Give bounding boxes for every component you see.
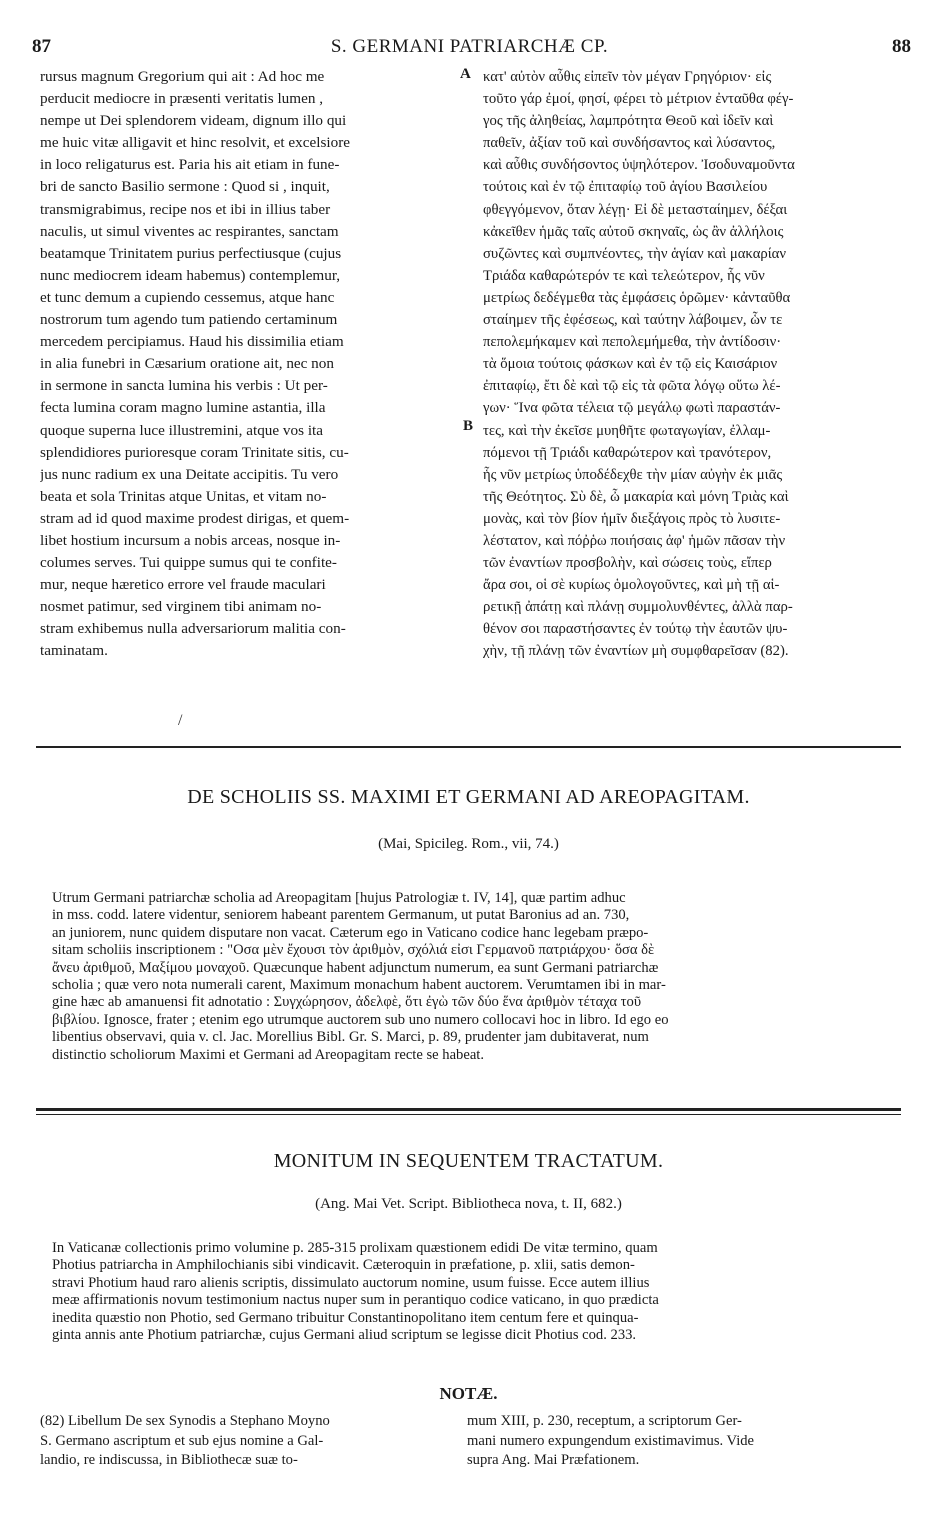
note-text-line: (82) Libellum De sex Synodis a Stephano Moyno xyxy=(40,1413,330,1429)
latin-text-line: beatamque Trinitatem purius perfectiusque (cujus xyxy=(40,244,342,262)
running-title: S. GERMANI PATRIARCHÆ CP. xyxy=(330,36,609,57)
section-body-monitum xyxy=(52,1240,888,1344)
greek-text-line: ἐπιταφίῳ, ἔτι δὲ καὶ τῷ εἰς τὰ φῶτα λόγῳ οὕτω λέ- xyxy=(483,378,781,395)
scholiis-text-line: sitam scholiis inscriptionem : "Οσα μὲν ἔχουσι τὸν ἀριθμὸν, σχόλιά εἰσι Γερμανοῦ πατριάρχου· ὅσα δὲ xyxy=(52,942,655,959)
note-text-line: S. Germano ascriptum et sub ejus nomine a Gal- xyxy=(40,1432,324,1449)
note-text-line: landio, re indiscussa, in Bibliothecæ suæ to- xyxy=(40,1452,298,1468)
greek-text-line: τῆς Θεότητος. Σὺ δὲ, ὦ μακαρία καὶ μόνη Τριὰς καὶ xyxy=(483,488,789,505)
latin-text-line: taminatam. xyxy=(40,642,108,660)
latin-text-line: mur, neque hæretico errore vel fraude maculari xyxy=(40,576,326,594)
section-divider xyxy=(36,746,901,748)
latin-text-line: jus nunc radium ex una Deitate accipitis. Tu vero xyxy=(40,465,339,483)
greek-text-line: παθεῖν, ἀξίαν τοῦ καὶ συνδήσαντος καὶ λύσαντος, xyxy=(483,135,776,152)
latin-text-line: stram ad id quod maxime prodest dirigas, et quem- xyxy=(40,509,350,527)
greek-text-line: ἧς νῦν μετρίως ὑποδέδεχθε τὴν μίαν αὐγὴν ἐκ μιᾶς xyxy=(483,466,783,483)
latin-text-line: quoque superna luce illustremini, atque vos ita xyxy=(40,421,324,439)
latin-text-line: nunc mediocrem ideam habemus) contemplemur, xyxy=(40,266,341,284)
latin-text-line: me huic vitæ alligavit et hinc resolvit, et excelsiore xyxy=(40,134,350,152)
greek-text-line: λέστατον, καὶ πόῤῥω ποιήσαις ἀφ' ἡμῶν πᾶσαν τὴν xyxy=(483,532,786,549)
scholiis-text-line: libentius observavi, quia v. cl. Jac. Morellius Bibl. Gr. S. Marci, p. 89, prudenter jam dubitaverat, num xyxy=(52,1029,649,1046)
latin-text-line: libet hostium incursum a nobis arceas, nosque in- xyxy=(40,531,341,549)
note-text-line: mum XIII, p. 230, receptum, a scriptorum Ger- xyxy=(467,1413,742,1429)
section-divider-double-top xyxy=(36,1108,901,1111)
latin-text-line: bri de sancto Basilio sermone : Quod si , inquit, xyxy=(40,178,330,196)
latin-text-line: et tunc demum a cupiendo cessemus, atque hanc xyxy=(40,288,335,306)
note-column-left xyxy=(40,1412,450,1471)
greek-text-line: ἄρα σοι, οἱ σὲ κυρίως ὁμολογοῦντες, καὶ μὴ τῇ αἱ- xyxy=(483,577,780,594)
note-text-line: supra Ang. Mai Præfationem. xyxy=(467,1452,640,1468)
scholiis-text-line: ἄνευ ἀριθμοῦ, Μαξίμου μοναχοῦ. Quæcunque habent adjunctum numerum, ea sunt Germani patriarchæ xyxy=(52,959,659,976)
monitum-text-line: meæ affirmationis novum testimonium nactus nuper sum in perantiquo codice vaticano, in quo prædicta xyxy=(52,1292,659,1309)
latin-text-line: nosmet patimur, sed virginem tibi animam no- xyxy=(40,598,322,616)
scholiis-text-line: distinctio scholiorum Maximi et Germani ad Areopagitam recte se habeat. xyxy=(52,1046,485,1063)
latin-text-line: nostrorum tum agendo tum patiendo certaminum xyxy=(40,311,338,329)
greek-column xyxy=(483,66,901,663)
section-divider-double-bottom xyxy=(36,1114,901,1115)
latin-text-line: splendidiores purioresque coram Trinitate sitis, cu- xyxy=(40,443,349,461)
latin-text-line: in alia funebri in Cæsarium oratione ait, nec non xyxy=(40,355,334,373)
greek-text-line: κατ' αὐτὸν αὖθις εἰπεῖν τὸν μέγαν Γρηγόριον· εἰς xyxy=(483,69,772,85)
page-number-right: 88 xyxy=(892,36,911,57)
greek-text-line: ρετικῇ ἀπάτῃ καὶ πλάνῃ συμμολυνθέντες, ἀλλὰ παρ- xyxy=(483,599,793,616)
stray-mark: / xyxy=(178,712,183,729)
latin-text-line: naculis, ut simul viventes ac respirantes, sanctam xyxy=(40,222,339,240)
source-citation-bibliotheca-nova: (Ang. Mai Vet. Script. Bibliotheca nova, t. II, 682.) xyxy=(315,1196,622,1212)
greek-text-line: θένον σοι παραστήσαντες ἐν τούτῳ τὴν ἑαυτῶν ψυ- xyxy=(483,621,788,638)
latin-text-line: in sermone in sancta lumina his verbis : Ut per- xyxy=(40,377,328,395)
scholiis-text-line: Utrum Germani patriarchæ scholia ad Areopagitam [hujus Patrologiæ t. IV, 14], quæ partim adhuc xyxy=(52,890,626,906)
greek-text-line: πεπολεμήκαμεν καὶ πεπολεμήμεθα, τὴν ἀντίδοσιν· xyxy=(483,334,782,351)
note-text-line: mani numero expungendum existimavimus. Vide xyxy=(467,1432,755,1449)
greek-text-line: Τριάδα καθαρώτερόν τε καὶ τελεώτερον, ἧς νῦν xyxy=(483,267,765,284)
source-citation-mai-spicileg: (Mai, Spicileg. Rom., vii, 74.) xyxy=(378,836,559,852)
greek-text-line: συζῶντες καὶ συμπνέοντες, τὴν ἁγίαν καὶ μακαρίαν xyxy=(483,245,787,262)
latin-text-line: mercedem percipiamus. Haud his dissimilia etiam xyxy=(40,333,344,351)
latin-text-line: nempe ut Dei splendorem videam, dignum illo qui xyxy=(40,112,347,130)
latin-text-line: fecta lumina coram magno lumine astantia, illa xyxy=(40,399,326,417)
latin-text-line: perducit mediocre in præsenti veritatis lumen , xyxy=(40,90,324,108)
greek-text-line: γος τῆς ἀληθείας, λαμπρότητα Θεοῦ καὶ ἰδεῖν καὶ xyxy=(483,113,774,130)
greek-text-line: τούτοις καὶ ἐν τῷ ἐπιταφίῳ τοῦ ἁγίου Βασιλείου xyxy=(483,179,768,196)
greek-text-line: τὰ ὅμοια τούτοις φάσκων καὶ ἐν τῷ εἰς Καισάριον xyxy=(483,356,778,373)
latin-text-line: beata et sola Trinitas atque Unitas, et vitam no- xyxy=(40,487,327,505)
notes-heading: NOTÆ. xyxy=(439,1384,498,1403)
monitum-text-line: ginta annis ante Photium patriarchæ, cujus Germani aliud scriptum se legisse dicit Photius cod. 233. xyxy=(52,1327,637,1344)
greek-text-line: τῶν ἐναντίων προσβολὴν, καὶ σώσεις τοὺς, εἴπερ xyxy=(483,555,772,572)
latin-text-line: stram exhibemus nulla adversariorum malitia con- xyxy=(40,620,346,638)
monitum-text-line: Photius patriarcha in Amphilochianis sibi vindicavit. Cæteroquin in præfatione, p. xlii, satis demon- xyxy=(52,1257,635,1274)
scholiis-text-line: an juniorem, nunc quidem disputare non vacat. Cæterum ego in Vaticano codice hanc legebam præpo- xyxy=(52,924,649,941)
greek-text-line: χὴν, τῇ πλάνῃ τῶν ἐναντίων μὴ συμφθαρεῖσαν (82). xyxy=(483,643,789,660)
latin-text-line: in loco religaturus est. Paria his ait etiam in fune- xyxy=(40,156,340,174)
greek-text-line: σταίημεν τῆς ἐφέσεως, καὶ ταύτην λάβοιμεν, ὧν τε xyxy=(483,312,783,329)
latin-column xyxy=(40,66,464,663)
greek-text-line: τοῦτο γάρ ἐμοί, φησί, φέρει τὸ μέτριον ἐνταῦθα φέγ- xyxy=(483,91,794,108)
note-column-right xyxy=(467,1412,887,1471)
section-title-scholiis: DE SCHOLIIS SS. MAXIMI ET GERMANI AD AREOPAGITAM. xyxy=(187,786,750,808)
scholiis-text-line: scholia ; quæ vero nota numerali carent, Maximum monachum habent auctorem. Verumtamen ibi in mar- xyxy=(52,977,666,994)
latin-text-line: columes serves. Tui quippe sumus qui te confite- xyxy=(40,554,337,572)
greek-text-line: καὶ αὖθις συνδήσοντος ὑψηλότερον. Ἰσοδυναμοῦντα xyxy=(483,157,795,174)
monitum-text-line: inedita quæstio non Photio, sed Germano tribuitur Constantinopolitano item centum fere et quinqua- xyxy=(52,1309,639,1326)
latin-text-line: transmigrabimus, recipe nos et ibi in illius taber xyxy=(40,200,331,218)
scholiis-text-line: gine hæc ab amanuensi fit adnotatio : Συγχώρησον, ἀδελφὲ, ὅτι ἐγὼ τῶν δύο ἕνα ἀριθμὸν τέταχα τοῦ xyxy=(52,994,642,1011)
latin-text-line: rursus magnum Gregorium qui ait : Ad hoc me xyxy=(40,68,325,85)
greek-text-line: φθεγγόμενον, ὅταν λέγῃ· Εἰ δὲ μετασταίημεν, δέξαι xyxy=(483,201,788,218)
monitum-text-line: stravi Photium haud raro alienis scriptis, dissimulato auctorum nomine, usum fuisse. Ecce autem illius xyxy=(52,1274,650,1291)
greek-text-line: κἀκεῖθεν ἡμᾶς ταῖς αὐτοῦ σκηναῖς, ὡς ἂν ἀλλήλοις xyxy=(483,223,784,240)
page-number-left: 87 xyxy=(32,36,51,57)
greek-text-line: μονὰς, καὶ τὸν βίον ἡμῖν διεξάγοις πρὸς τὸ λυσιτε- xyxy=(483,510,781,527)
greek-text-line: πόμενοι τῇ Τριάδι καθαρώτερον καὶ τρανότερον, xyxy=(483,444,772,461)
greek-text-line: γων· Ἵνα φῶτα τέλεια τῷ μεγάλῳ φωτὶ παραστάν- xyxy=(483,400,781,417)
scholiis-text-line: in mss. codd. latere videntur, seniorem habeant parentem Germanum, ut putat Baronius ad an. 730, xyxy=(52,907,630,924)
margin-mark-a: A xyxy=(460,66,471,82)
page-header xyxy=(28,36,911,58)
margin-mark-b: B xyxy=(463,418,474,434)
monitum-text-line: In Vaticanæ collectionis primo volumine p. 285-315 prolixam quæstionem edidi De vitæ termino, quam xyxy=(52,1240,658,1256)
section-body-scholiis xyxy=(52,890,888,1064)
scholiis-text-line: βιβλίου. Ignosce, frater ; etenim ego utrumque auctorem sub uno numero collocavi hoc in libro. Id ego eo xyxy=(52,1011,669,1028)
greek-text-line: μετρίως δεδέγμεθα τὰς ἐμφάσεις ὁρῶμεν· κἀνταῦθα xyxy=(483,289,791,306)
section-title-monitum: MONITUM IN SEQUENTEM TRACTATUM. xyxy=(273,1150,664,1172)
greek-text-line: τες, καὶ τὴν ἐκεῖσε μυηθῆτε φωταγωγίαν, ἐλλαμ- xyxy=(483,422,771,439)
